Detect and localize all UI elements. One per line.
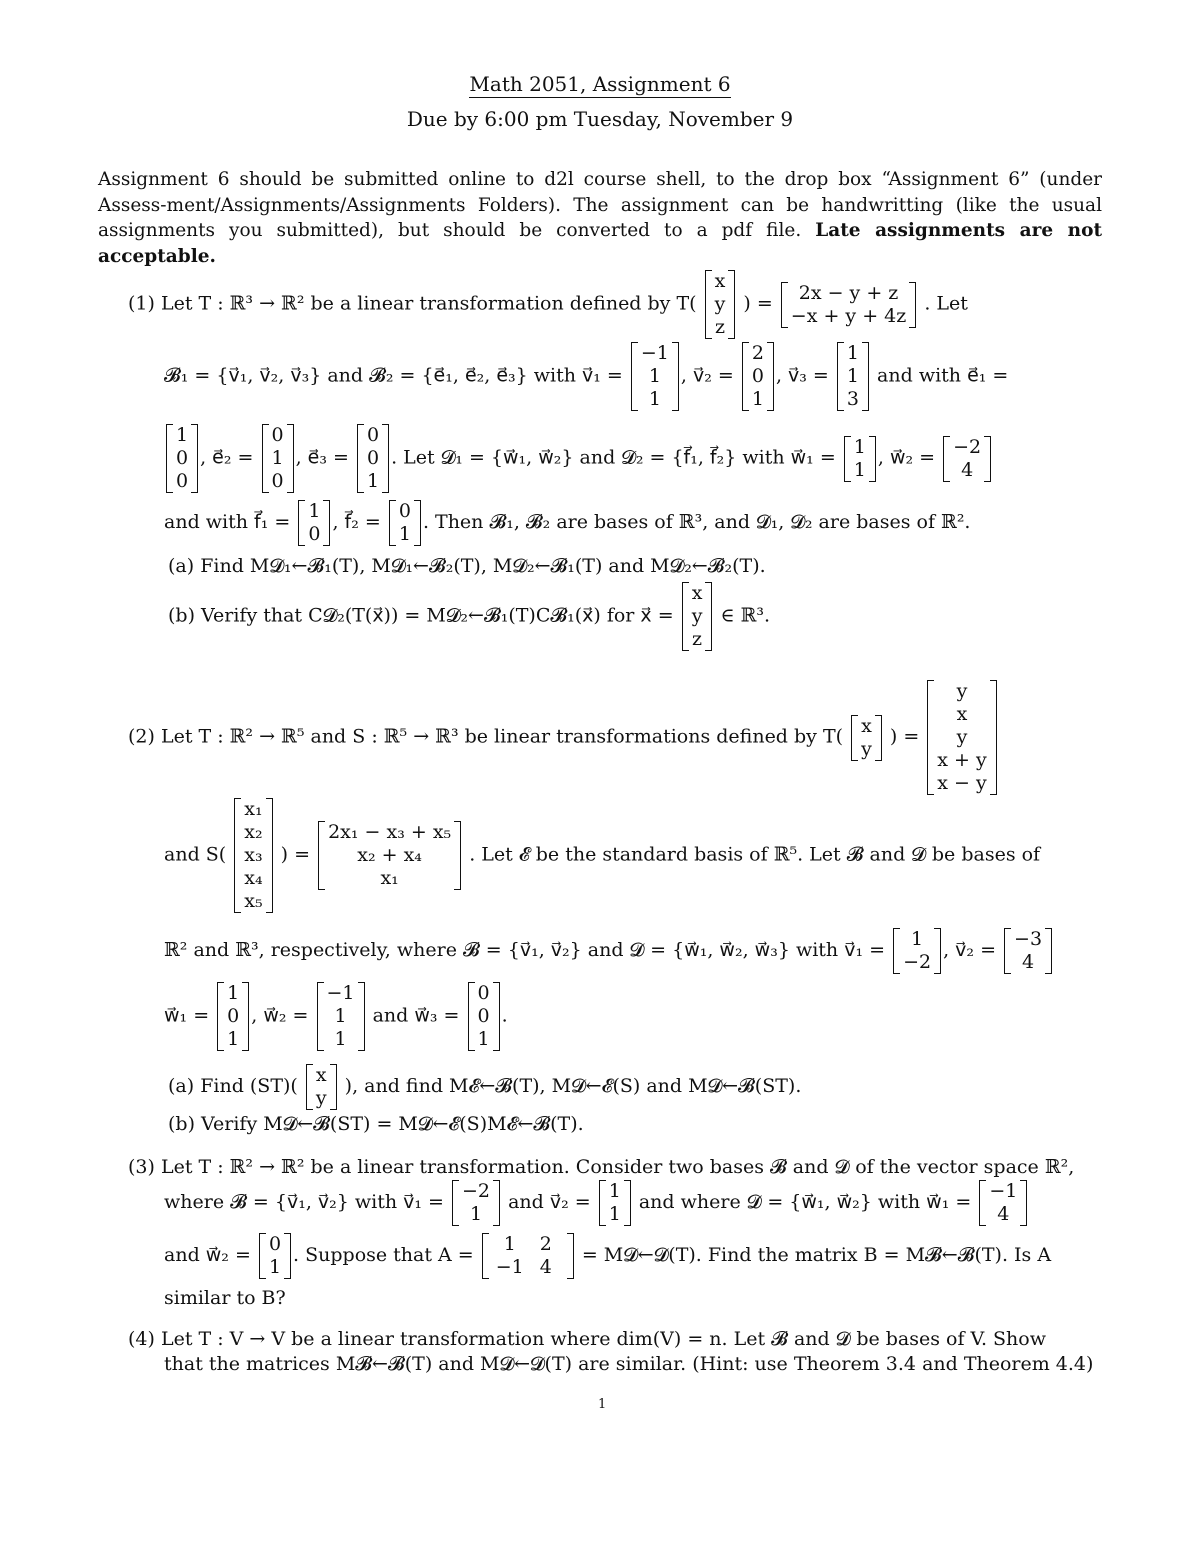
matrix-entry: 0 <box>271 470 284 492</box>
q2-w2 <box>315 982 367 1051</box>
q1-e3 <box>355 424 391 493</box>
matrix-entry: 1 <box>398 523 411 545</box>
matrix-entry: 0 <box>308 523 321 545</box>
matrix-entry: −x + y + 4z <box>790 304 907 327</box>
matrix-entry: 1 <box>648 365 661 387</box>
q1-f1 <box>296 500 332 546</box>
intro-paragraph <box>98 167 1102 269</box>
matrix-entry: 1 <box>334 1005 347 1027</box>
q2-v2 <box>1002 928 1054 974</box>
q4-line2: that the matrices M𝓑←𝓑(T) and M𝓓←𝓓(T) are similar. (Hint: use Theorem 3.4 and Theorem 4.4) <box>164 1353 1094 1375</box>
matrix-entry: 1 <box>227 1028 240 1050</box>
q2-T-input <box>849 715 884 761</box>
page-number: 1 <box>598 1397 607 1412</box>
matrix-entry: 2x₁ − x₃ + x₅ <box>328 821 452 843</box>
matrix-entry: 1 <box>608 1180 621 1202</box>
matrix-entry: −1 <box>495 1256 524 1278</box>
matrix-entry: 1 <box>271 447 284 469</box>
matrix-entry: x₁ <box>380 867 399 889</box>
matrix-entry: x₁ <box>244 798 263 820</box>
q1-f2 <box>387 500 423 546</box>
matrix-entry: y <box>714 293 726 315</box>
q1-T-input <box>703 270 738 339</box>
page-title: Math 2051, Assignment 6 <box>469 72 731 96</box>
matrix-entry: 1 <box>846 365 859 387</box>
q1-part-a: (a) Find M𝓓₁←𝓑₁(T), M𝓓₁←𝓑₂(T), M𝓓₂←𝓑₁(T) and M𝓓₂←𝓑₂(T). <box>168 555 766 577</box>
q1-bases: 𝓑₁ = {v⃗₁, v⃗₂, v⃗₃} and 𝓑₂ = {e⃗₁, e⃗₂, e⃗₃} with v⃗₁ = −1 1 1 , v⃗₂ = 2 0 1 , v⃗₃ = 1 1 3 and with e⃗₁ = <box>164 342 1009 410</box>
q1-w1 <box>842 436 878 482</box>
matrix-entry: 0 <box>268 1233 282 1255</box>
matrix-entry: −1 <box>326 982 355 1004</box>
q1-f: and with f⃗₁ = 1 0 , f⃗₂ = 0 1 . Then 𝓑₁, 𝓑₂ are bases of ℝ³, and 𝓓₁, 𝓓₂ are bases of ℝ². <box>164 500 971 545</box>
matrix-entry: 0 <box>227 1005 240 1027</box>
q2-S-input <box>232 798 274 913</box>
matrix-entry: −1 <box>640 342 669 364</box>
matrix-entry: 0 <box>398 500 411 522</box>
q4-line1: (4) Let T : V → V be a linear transformation where dim(V) = n. Let 𝓑 and 𝓓 be bases of V. Show <box>128 1328 1046 1350</box>
q3-line4: similar to B? <box>164 1287 286 1309</box>
q3-matrix-A <box>480 1233 576 1279</box>
intro-text: Assignment 6 should be submitted online to d2l course shell, to the drop box “Assignment 6” (under Assess-ment/Assignments/Assignments Folders). The assignment can be handwritting (like the usual assignments you submitted), but should be converted to a pdf file. <box>98 169 1102 241</box>
q1-e-and-d: 1 0 0 , e⃗₂ = 0 1 0 , e⃗₃ = 0 0 1 . Let 𝓓₁ = {w⃗₁, w⃗₂} and 𝓓₂ = {f⃗₁, f⃗₂} with w⃗₁ = 1 1 , w⃗₂ = −2 4 <box>164 424 993 493</box>
matrix-entry: 1 <box>367 470 380 492</box>
q1-line1: (1) Let T : ℝ³ → ℝ² be a linear transformation defined by T( x y z ) = 2x − y + z −x + y + 4z . Let <box>128 270 968 338</box>
q3-v2 <box>597 1180 633 1226</box>
matrix-entry: y <box>691 605 703 627</box>
q2-w3 <box>466 982 502 1051</box>
matrix-entry: 0 <box>477 1005 490 1027</box>
q2-S: and S( x₁ x₂ x₃ x₄ x₅ ) = 2x₁ − x₃ + x₅ x₂ + x₄ x₁ . Let 𝓔 be the standard basis of ℝ⁵. Let 𝓑 and 𝓓 be bases of <box>164 798 1041 912</box>
q2-part-a: (a) Find (ST)( x y ), and find M𝓔←𝓑(T), M𝓓←𝓔(S) and M𝓓←𝓑(ST). <box>168 1064 802 1109</box>
due-date: Due by 6:00 pm Tuesday, November 9 <box>406 107 794 131</box>
q2-w: w⃗₁ = 1 0 1 , w⃗₂ = −1 1 1 and w⃗₃ = 0 0 1 . <box>164 982 508 1050</box>
q2-v1 <box>891 928 943 974</box>
matrix-entry: 1 <box>227 982 240 1004</box>
q2-bases: ℝ² and ℝ³, respectively, where 𝓑 = {v⃗₁, v⃗₂} and 𝓓 = {w⃗₁, w⃗₂, w⃗₃} with v⃗₁ = 1 −2 , v⃗₂ = −3 4 <box>164 928 1054 974</box>
q2-a-vector <box>304 1064 339 1110</box>
matrix-entry: 1 <box>853 458 866 481</box>
q1-part-b: (b) Verify that C𝓓₂(T(x⃗)) = M𝓓₂←𝓑₁(T)C𝓑₁(x⃗) for x⃗ = x y z ∈ ℝ³. <box>168 582 771 650</box>
matrix-entry: 1 <box>751 388 764 410</box>
matrix-entry: 1 <box>334 1028 347 1050</box>
matrix-entry: z <box>714 316 725 338</box>
matrix-entry: x <box>315 1064 327 1086</box>
matrix-entry: 0 <box>176 470 189 492</box>
q2-part-b: (b) Verify M𝓓←𝓑(ST) = M𝓓←𝓔(S)M𝓔←𝓑(T). <box>168 1113 584 1135</box>
matrix-entry: z <box>692 628 703 650</box>
q3-line3: and w⃗₂ = 0 1 . Suppose that A = 1 2 −1 4 = M𝓓←𝓓(T). Find the matrix B = M𝓑←𝓑(T). Is A <box>164 1233 1052 1278</box>
matrix-entry: −2 <box>903 951 932 973</box>
matrix-entry: 0 <box>271 424 284 446</box>
matrix-entry: x₂ + x₄ <box>357 844 422 866</box>
matrix-row <box>492 1233 564 1256</box>
q3-line2: where 𝓑 = {v⃗₁, v⃗₂} with v⃗₁ = −2 1 and v⃗₂ = 1 1 and where 𝓓 = {w⃗₁, w⃗₂} with w⃗₁ = −1 4 <box>164 1180 1029 1226</box>
q2-w1 <box>215 982 251 1051</box>
matrix-entry: 1 <box>608 1203 621 1225</box>
matrix-entry: 1 <box>846 342 859 364</box>
matrix-entry: x₂ <box>244 821 263 843</box>
matrix-entry: 0 <box>751 365 764 387</box>
matrix-entry: −1 <box>989 1180 1018 1202</box>
matrix-entry: −2 <box>462 1180 491 1202</box>
q2-T-output <box>925 680 998 795</box>
matrix-entry: 2 <box>539 1233 552 1255</box>
matrix-entry: 1 <box>503 1233 516 1255</box>
q1-w2 <box>941 436 993 482</box>
matrix-entry: 0 <box>477 982 490 1004</box>
q1-v3 <box>835 342 871 411</box>
matrix-entry: 4 <box>1022 951 1035 973</box>
matrix-entry: 4 <box>961 458 974 481</box>
matrix-entry: 1 <box>477 1028 490 1050</box>
matrix-entry: 4 <box>997 1203 1010 1225</box>
matrix-entry: −2 <box>953 435 982 458</box>
matrix-entry: 1 <box>469 1203 483 1225</box>
matrix-entry: 1 <box>176 424 189 446</box>
matrix-entry: x + y <box>937 749 987 771</box>
q1-e2 <box>260 424 296 493</box>
late-warning: Late assignments are not acceptable. <box>98 220 1102 267</box>
matrix-entry: 2x − y + z <box>798 281 899 304</box>
matrix-entry: x − y <box>937 772 987 794</box>
matrix-entry: 2 <box>751 342 764 364</box>
q2-line1: (2) Let T : ℝ² → ℝ⁵ and S : ℝ⁵ → ℝ³ be linear transformations defined by T( x y ) = y x y x + y x − y <box>128 680 999 795</box>
matrix-entry: y <box>956 680 968 702</box>
q2-S-output <box>316 821 463 890</box>
matrix-entry: x₃ <box>244 844 263 866</box>
matrix-entry: 1 <box>853 435 866 458</box>
matrix-entry: x <box>714 270 726 292</box>
matrix-entry: y <box>956 726 968 748</box>
matrix-entry: 1 <box>308 500 321 522</box>
matrix-row <box>492 1256 564 1279</box>
matrix-entry: 1 <box>268 1256 282 1278</box>
q1-v1 <box>629 342 681 411</box>
matrix-entry: −3 <box>1014 928 1043 950</box>
q3-line1: (3) Let T : ℝ² → ℝ² be a linear transformation. Consider two bases 𝓑 and 𝓓 of the vector space ℝ², <box>128 1156 1075 1178</box>
matrix-entry: y <box>861 737 872 760</box>
matrix-entry: 0 <box>176 447 189 469</box>
matrix-entry: 4 <box>539 1256 552 1278</box>
matrix-entry: y <box>315 1087 327 1109</box>
q1-T-output <box>779 282 918 328</box>
matrix-entry: x₄ <box>244 867 263 889</box>
matrix-entry: 0 <box>367 447 380 469</box>
matrix-entry: 1 <box>648 388 661 410</box>
q3-w2 <box>257 1233 293 1279</box>
matrix-entry: x₅ <box>244 890 263 912</box>
matrix-entry: x <box>691 582 703 604</box>
matrix-entry: 3 <box>846 388 859 410</box>
q3-v1 <box>450 1180 502 1226</box>
q1-e1 <box>164 424 200 493</box>
matrix-entry: 0 <box>367 424 380 446</box>
q1-x-vector <box>680 582 715 651</box>
matrix-entry: x <box>956 703 968 725</box>
q1-v2 <box>740 342 776 411</box>
matrix-entry: x <box>861 714 872 737</box>
matrix-entry: 1 <box>911 928 924 950</box>
q3-w1 <box>977 1180 1029 1226</box>
